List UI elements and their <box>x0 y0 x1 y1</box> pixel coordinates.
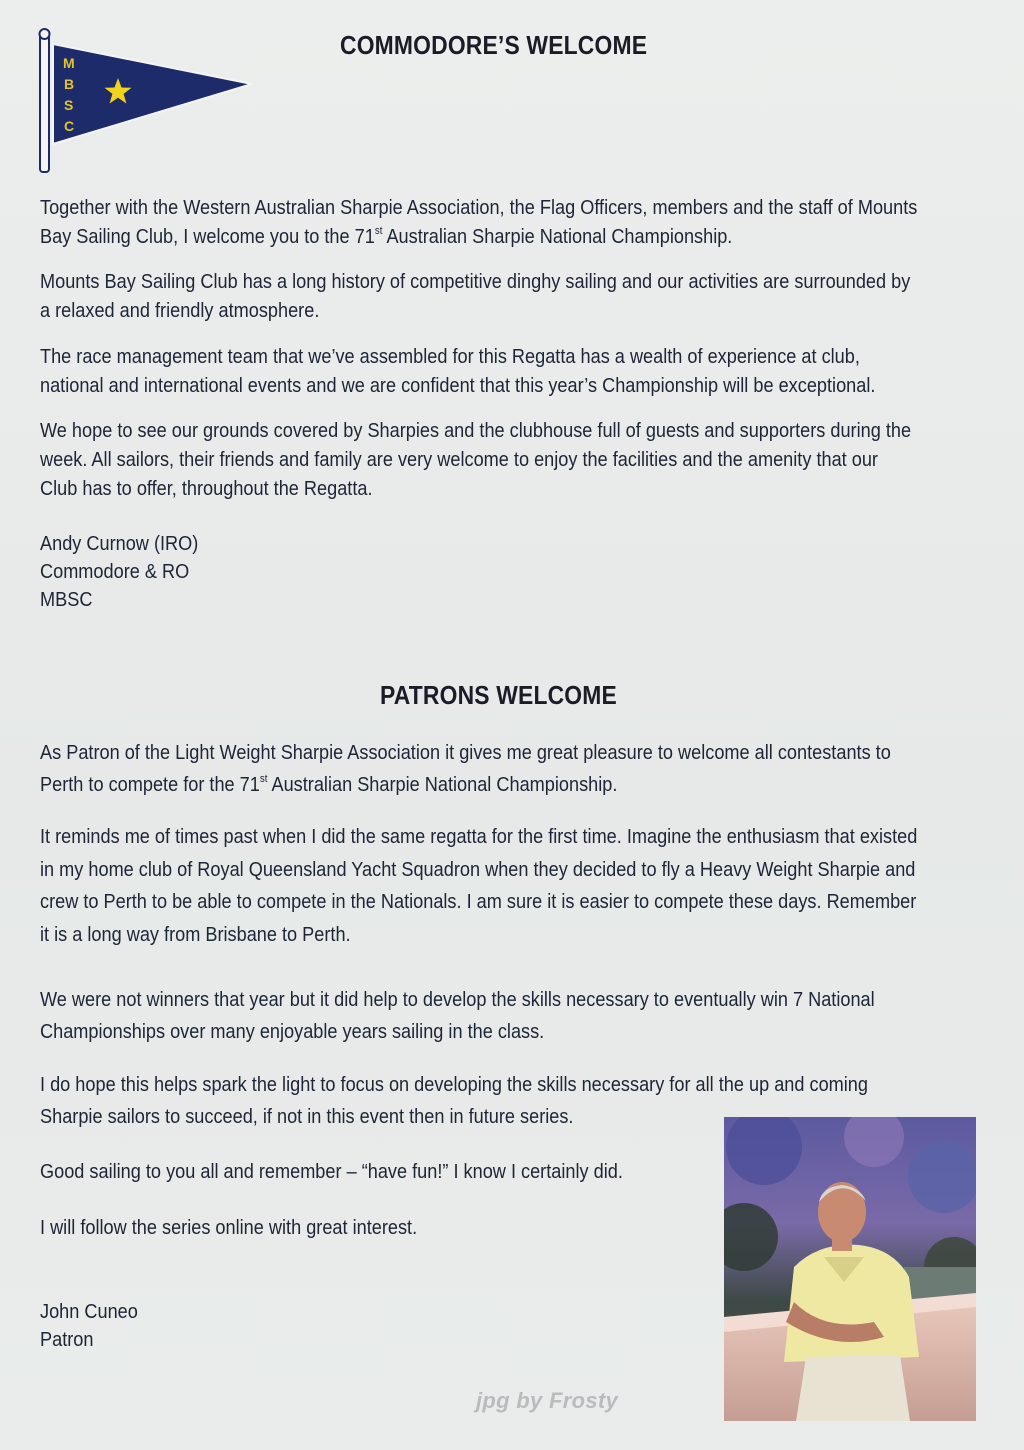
pennant-letter-b: B <box>64 76 75 92</box>
patron-photo <box>724 1117 976 1421</box>
text-line: national and international events and we are confident that this year’s Championship will be exceptional. <box>40 374 876 397</box>
text-line: It reminds me of times past when I did the same regatta for the first time. Imagine the enthusiasm that existed <box>40 825 918 848</box>
commodore-welcome-title: COMMODORE’S WELCOME <box>340 30 648 60</box>
text-line: We were not winners that year but it did help to develop the skills necessary to eventually win 7 National <box>40 988 875 1011</box>
signature-name: Andy Curnow (IRO) <box>40 532 199 555</box>
text-line: We hope to see our grounds covered by Sharpies and the clubhouse full of guests and supporters during the <box>40 419 912 442</box>
text-line: I will follow the series online with great interest. <box>40 1216 418 1239</box>
patrons-welcome-title: PATRONS WELCOME <box>380 680 617 710</box>
commodore-paragraph-4 <box>40 416 969 503</box>
watermark-text: jpg by Frosty <box>476 1388 619 1413</box>
text-line: Championships over many enjoyable years sailing in the class. <box>40 1020 545 1043</box>
text-line: Sharpie sailors to succeed, if not in this event then in future series. <box>40 1105 574 1128</box>
pennant-letter-s: S <box>64 97 74 113</box>
signature-name: John Cuneo <box>40 1300 138 1323</box>
text-line: Good sailing to you all and remember – “have fun!” I know I certainly did. <box>40 1160 623 1183</box>
patron-paragraph-3 <box>40 984 969 1048</box>
pennant-letter-c: C <box>64 118 75 134</box>
pennant-letter-m: M <box>63 55 75 71</box>
patron-paragraph-2 <box>40 821 969 951</box>
text-line: Mounts Bay Sailing Club has a long history of competitive dinghy sailing and our activities are surrounded by <box>40 270 911 293</box>
text-line: Perth to compete for the 71st Australian Sharpie National Championship. <box>40 773 618 796</box>
commodore-signature <box>40 530 198 614</box>
text-line: in my home club of Royal Queensland Yacht Squadron when they decided to fly a Heavy Weight Sharpie and <box>40 857 916 881</box>
text-line: I do hope this helps spark the light to focus on developing the skills necessary for all the up and coming <box>40 1073 869 1096</box>
patron-signature <box>40 1298 138 1354</box>
text-line: it is a long way from Brisbane to Perth. <box>40 922 351 946</box>
signature-org: MBSC <box>40 588 93 611</box>
patron-paragraph-1 <box>40 737 969 801</box>
text-line: Club has to offer, throughout the Regatta. <box>40 477 373 500</box>
text-line: crew to Perth to be able to compete in the Nationals. I am sure it is easier to compete these days. Remember <box>40 890 917 913</box>
text-line: Together with the Western Australian Sharpie Association, the Flag Officers, members and the staff of Mounts <box>40 196 918 219</box>
signature-role: Commodore & RO <box>40 560 190 583</box>
commodore-paragraph-3 <box>40 342 969 400</box>
text-line: Bay Sailing Club, I welcome you to the 71st Australian Sharpie National Championship. <box>40 225 733 248</box>
text-line: As Patron of the Light Weight Sharpie Association it gives me great pleasure to welcome all contestants to <box>40 741 891 764</box>
mbsc-pennant-logo <box>36 26 266 176</box>
signature-role: Patron <box>40 1328 94 1351</box>
commodore-paragraph-1 <box>40 193 969 251</box>
text-line: a relaxed and friendly atmosphere. <box>40 299 320 322</box>
text-line: week. All sailors, their friends and family are very welcome to enjoy the facilities and the amenity that our <box>40 448 878 471</box>
text-line: The race management team that we’ve assembled for this Regatta has a wealth of experience at club, <box>40 345 860 368</box>
commodore-paragraph-2 <box>40 267 969 325</box>
